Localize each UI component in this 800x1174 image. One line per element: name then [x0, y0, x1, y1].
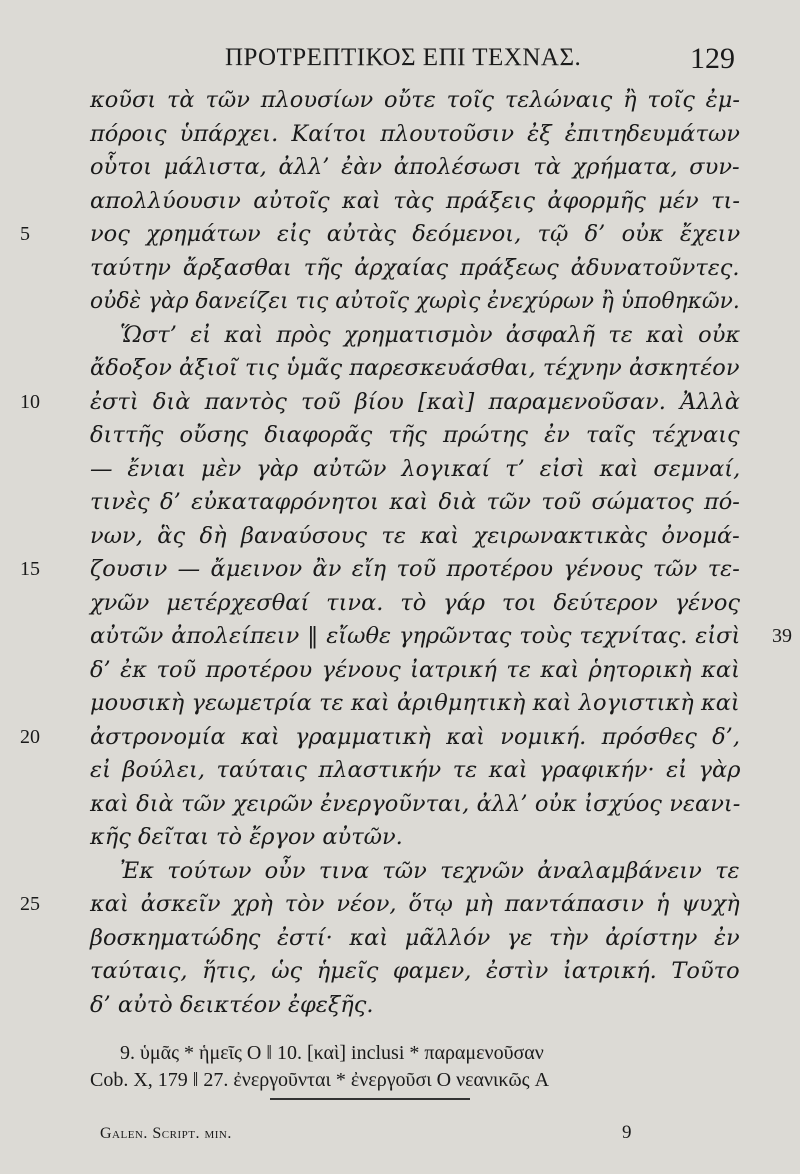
text-line [20, 218, 741, 252]
text-line [90, 654, 740, 688]
line-text: μουσικὴ γεωμετρία τε καὶ ἀριθμητικὴ καὶ λογιστικὴ καὶ [90, 690, 740, 716]
text-line [90, 587, 740, 621]
line-text: τινὲς δ’ εὐκαταφρόνητοι καὶ διὰ τῶν τοῦ σώματος πό- [90, 489, 740, 515]
text-line [90, 821, 740, 855]
line-text: οὗτοι μάλιστα, ἀλλ’ ἐὰν ἀπολέσωσι τὰ χρήματα, συν- [90, 154, 740, 180]
line-text: καὶ διὰ τῶν χειρῶν ἐνεργοῦνται, ἀλλ’ οὐκ ἰσχύος νεανι- [90, 790, 741, 817]
text-line [90, 754, 740, 788]
running-head [0, 40, 800, 80]
line-number: 10 [20, 390, 40, 413]
line-text: νος χρημάτων εἰς αὐτὰς δεόμενοι, τῷ δ’ οὐκ ἔχειν [90, 221, 741, 247]
line-text: ἄδοξον ἀξιοῖ τις ὑμᾶς παρεσκευάσθαι, τέχνην ἀσκητέον [90, 355, 740, 381]
line-number: 5 [20, 223, 30, 245]
text-line [90, 520, 740, 554]
page-number: 129 [690, 42, 735, 75]
apparatus-line: Cob. X, 179 ‖ 27. ἐνεργοῦνται * ἐνεργοῦσι O νεανικῶς A [90, 1069, 550, 1091]
line-text: ταύτην ἄρξασθαι τῆς ἀρχαίας πράξεως ἀδυνατοῦντες. [90, 254, 740, 281]
text-line [90, 453, 740, 487]
text-line [90, 989, 740, 1023]
sheet-number: 9 [622, 1122, 632, 1143]
line-text: οὐδὲ γὰρ δανείζει τις αὐτοῖς χωρὶς ἐνεχύρων ἢ ὑποθηκῶν. [90, 288, 740, 314]
text-line [90, 319, 740, 353]
line-text: χνῶν μετέρχεσθαί τινα. τὸ γάρ τοι δεύτερον γένος [90, 589, 741, 616]
line-text: βοσκηματώδης ἐστί· καὶ μᾶλλόν γε τὴν ἀρίστην ἐν [90, 924, 740, 951]
text-line [90, 151, 740, 185]
text-line [90, 687, 740, 721]
apparatus-line: 9. ὑμᾶς * ἡμεῖς O ‖ 10. [καὶ] inclusi * παραμενοῦσαν [120, 1042, 544, 1064]
text-line [20, 888, 740, 922]
line-text: διττῆς οὔσης διαφορᾶς τῆς πρώτης ἐν ταῖς τέχναις [90, 422, 740, 448]
line-text: δ’ αὐτὸ δεικτέον ἐφεξῆς. [90, 991, 374, 1018]
line-text: — ἔνιαι μὲν γὰρ αὐτῶν λογικαί τ’ εἰσὶ καὶ σεμναί, [90, 455, 741, 482]
text-line [90, 788, 740, 822]
text-line [90, 252, 740, 286]
line-text: Ἐκ τούτων οὖν τινα τῶν τεχνῶν ἀναλαμβάνειν τε [120, 857, 740, 884]
line-text: κῆς δεῖται τὸ ἔργον αὐτῶν. [90, 824, 403, 850]
text-line [90, 922, 740, 956]
text-line [90, 84, 740, 118]
critical-apparatus [90, 1040, 740, 1094]
line-text: πόροις ὑπάρχει. Καίτοι πλουτοῦσιν ἐξ ἐπιτηδευμάτων [90, 120, 740, 147]
text-line [90, 620, 792, 654]
line-text: απολλύουσιν αὐτοῖς καὶ τὰς πράξεις ἀφορμῆς μέν τι- [90, 187, 740, 214]
line-text: Ὥστ’ εἰ καὶ πρὸς χρηματισμὸν ἀσφαλῆ τε καὶ οὐκ [120, 321, 741, 348]
line-number: 20 [20, 725, 40, 748]
text-line [90, 855, 740, 889]
text-line [90, 486, 740, 520]
text-line [90, 955, 740, 989]
text-line [20, 553, 740, 587]
running-title: ΠΡΟΤΡΕΠΤΙΚΟΣ ΕΠΙ ΤΕΧΝΑΣ. [225, 44, 582, 71]
line-text: αὐτῶν ἀπολείπειν ‖ εἴωθε γηρῶντας τοὺς τεχνίτας. εἰσὶ [90, 623, 741, 649]
margin-page-reference: 39 [772, 625, 792, 647]
line-text: ταύταις, ἥτις, ὡς ἡμεῖς φαμεν, ἐστὶν ἰατρική. Τοῦτο [90, 958, 740, 984]
line-text: δ’ ἐκ τοῦ προτέρου γένους ἰατρική τε καὶ ῥητορικὴ καὶ [90, 656, 740, 683]
signature-mark: Galen. Script. min. [100, 1125, 232, 1142]
text-line [20, 386, 740, 420]
line-text: κοῦσι τὰ τῶν πλουσίων οὔτε τοῖς τελώναις ἢ τοῖς ἐμ- [90, 87, 740, 113]
line-text: ζουσιν — ἄμεινον ἂν εἴη τοῦ προτέρου γένους τῶν τε- [90, 556, 740, 582]
line-text: ἐστὶ διὰ παντὸς τοῦ βίου [καὶ] παραμενοῦσαν. Ἀλλὰ [90, 388, 740, 415]
line-text: καὶ ἀσκεῖν χρὴ τὸν νέον, ὅτῳ μὴ παντάπασιν ἡ ψυχὴ [90, 891, 740, 917]
line-number: 15 [20, 558, 40, 580]
line-text: ἀστρονομία καὶ γραμματικὴ καὶ νομική. πρόσθες δ’, [90, 723, 740, 750]
main-text [20, 84, 792, 1022]
text-line [90, 185, 740, 219]
line-text: νων, ἃς δὴ βαναύσους τε καὶ χειρωνακτικὰς ὀνομά- [90, 522, 740, 549]
text-line [20, 721, 740, 755]
text-line [90, 352, 740, 386]
text-line [90, 118, 740, 152]
line-number: 25 [20, 893, 40, 915]
footer-rule [270, 1098, 470, 1100]
line-text: εἰ βούλει, ταύταις πλαστικήν τε καὶ γραφικήν· εἰ γὰρ [90, 757, 741, 783]
text-line [90, 419, 740, 453]
text-line [90, 285, 740, 319]
